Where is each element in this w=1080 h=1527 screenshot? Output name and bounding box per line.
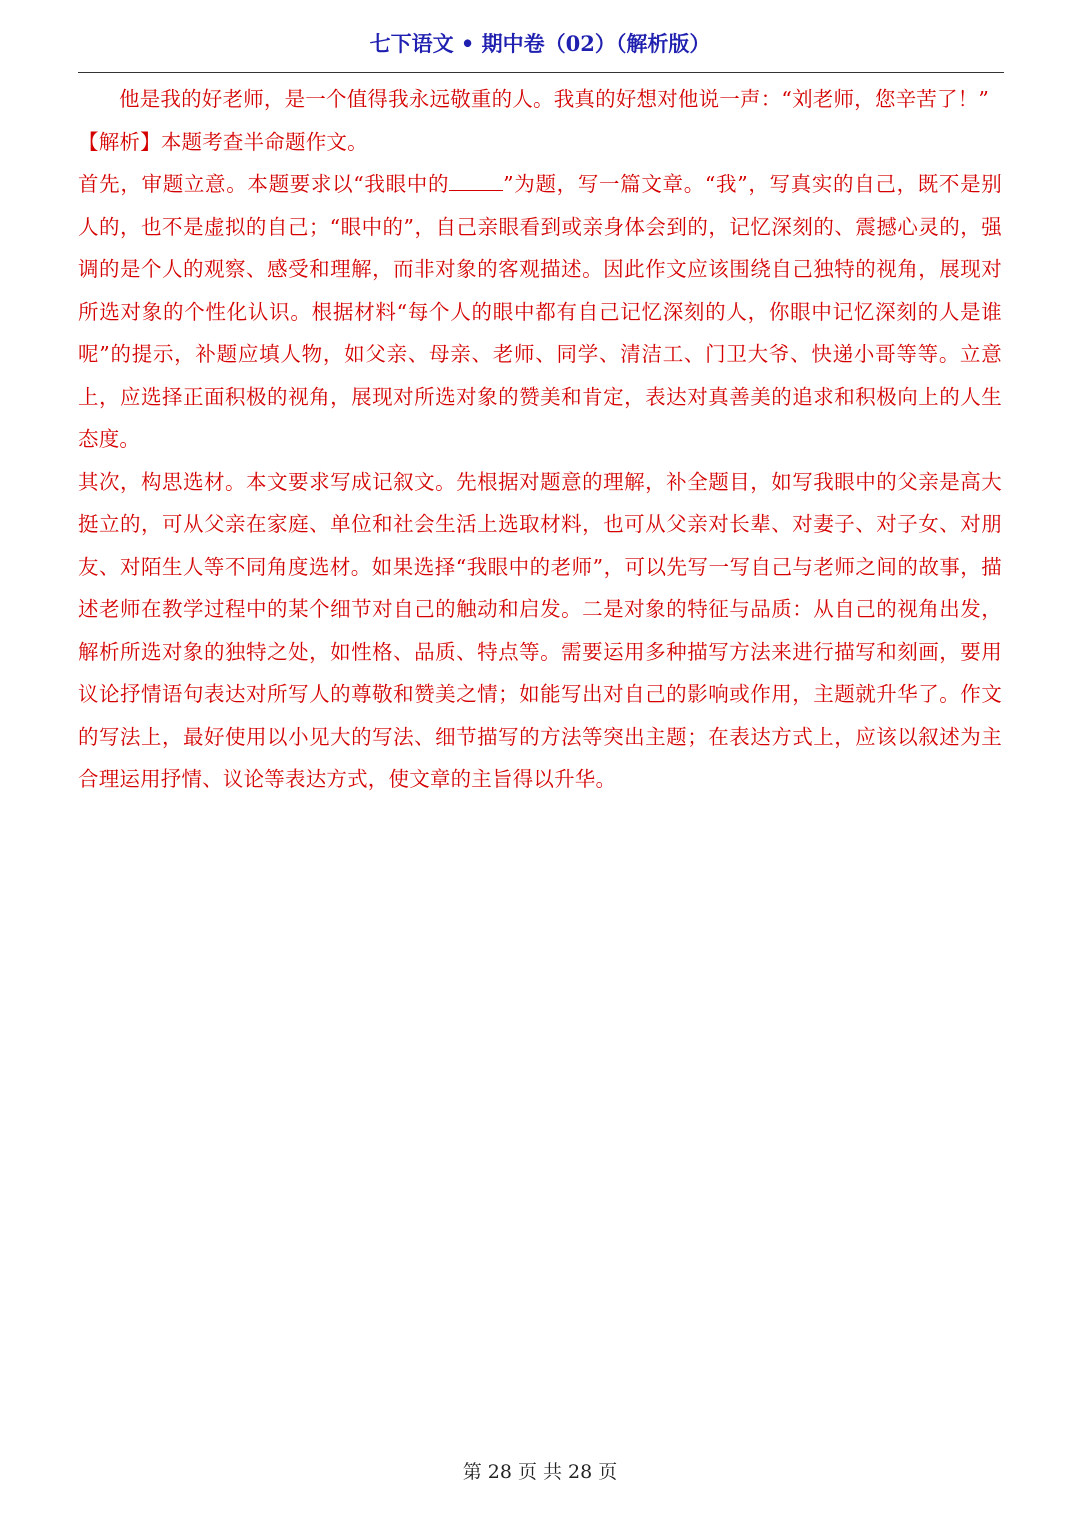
header-divider: [78, 72, 1004, 73]
closing-paragraph: 他是我的好老师，是一个值得我永远敬重的人。我真的好想对他说一声：“刘老师，您辛苦了！”: [119, 87, 990, 111]
para1-before-blank: 首先，审题立意。本题要求以“我眼中的: [78, 172, 450, 196]
page-number-footer: 第 28 页 共 28 页: [462, 1461, 618, 1483]
document-body: [78, 78, 1002, 801]
analysis-heading: [78, 121, 1002, 164]
analysis-paragraph-1: [78, 163, 1002, 461]
analysis-paragraph-2: 其次，构思选材。本文要求写成记叙文。先根据对题意的理解，补全题目，如写我眼中的父亲是高大挺立的，可从父亲在家庭、单位和社会生活上选取材料，也可从父亲对长辈、对妻子、对子女、对朋友、对陌生人等不同角度选材。如果选择“我眼中的老师”，可以先写一写自己与老师之间的故事，描述老师在教学过程中的某个细节对自己的触动和启发。二是对象的特征与品质：从自己的视角出发，解析所选对象的独特之处，如性格、品质、特点等。需要运用多种描写方法来进行描写和刻画，要用议论抒情语句表达对所写人的尊敬和赞美之情；如能写出对自己的影响或作用，主题就升华了。作文的写法上，最好使用以小见大的写法、细节描写的方法等突出主题；在表达方式上，应该以叙述为主合理运用抒情、议论等表达方式，使文章的主旨得以升华。: [78, 469, 1002, 791]
page-header-title: 七下语文 • 期中卷（02）（解析版）: [369, 31, 711, 56]
fill-in-blank: [449, 166, 503, 191]
analysis-text: 本题考查半命题作文。: [160, 129, 368, 154]
para1-after-blank: ”为题，写一篇文章。“我”，写真实的自己，既不是别人的，也不是虚拟的自己；“眼中的”，自己亲眼看到或亲身体会到的，记忆深刻的、震撼心灵的，强调的是个人的观察、感受和理解，而非对象的客观描述。因此作文应该围绕自己独特的视角，展现对所选对象的个性化认识。根据材料“每个人的眼中都有自己记忆深刻的人，你眼中记忆深刻的人是谁呢”的提示，补题应填人物，如父亲、母亲、老师、同学、清洁工、门卫大爷、快递小哥等等。立意上，应选择正面积极的视角，展现对所选对象的赞美和肯定，表达对真善美的追求和积极向上的人生态度。: [78, 172, 1002, 451]
analysis-label: 【解析】: [78, 129, 161, 154]
